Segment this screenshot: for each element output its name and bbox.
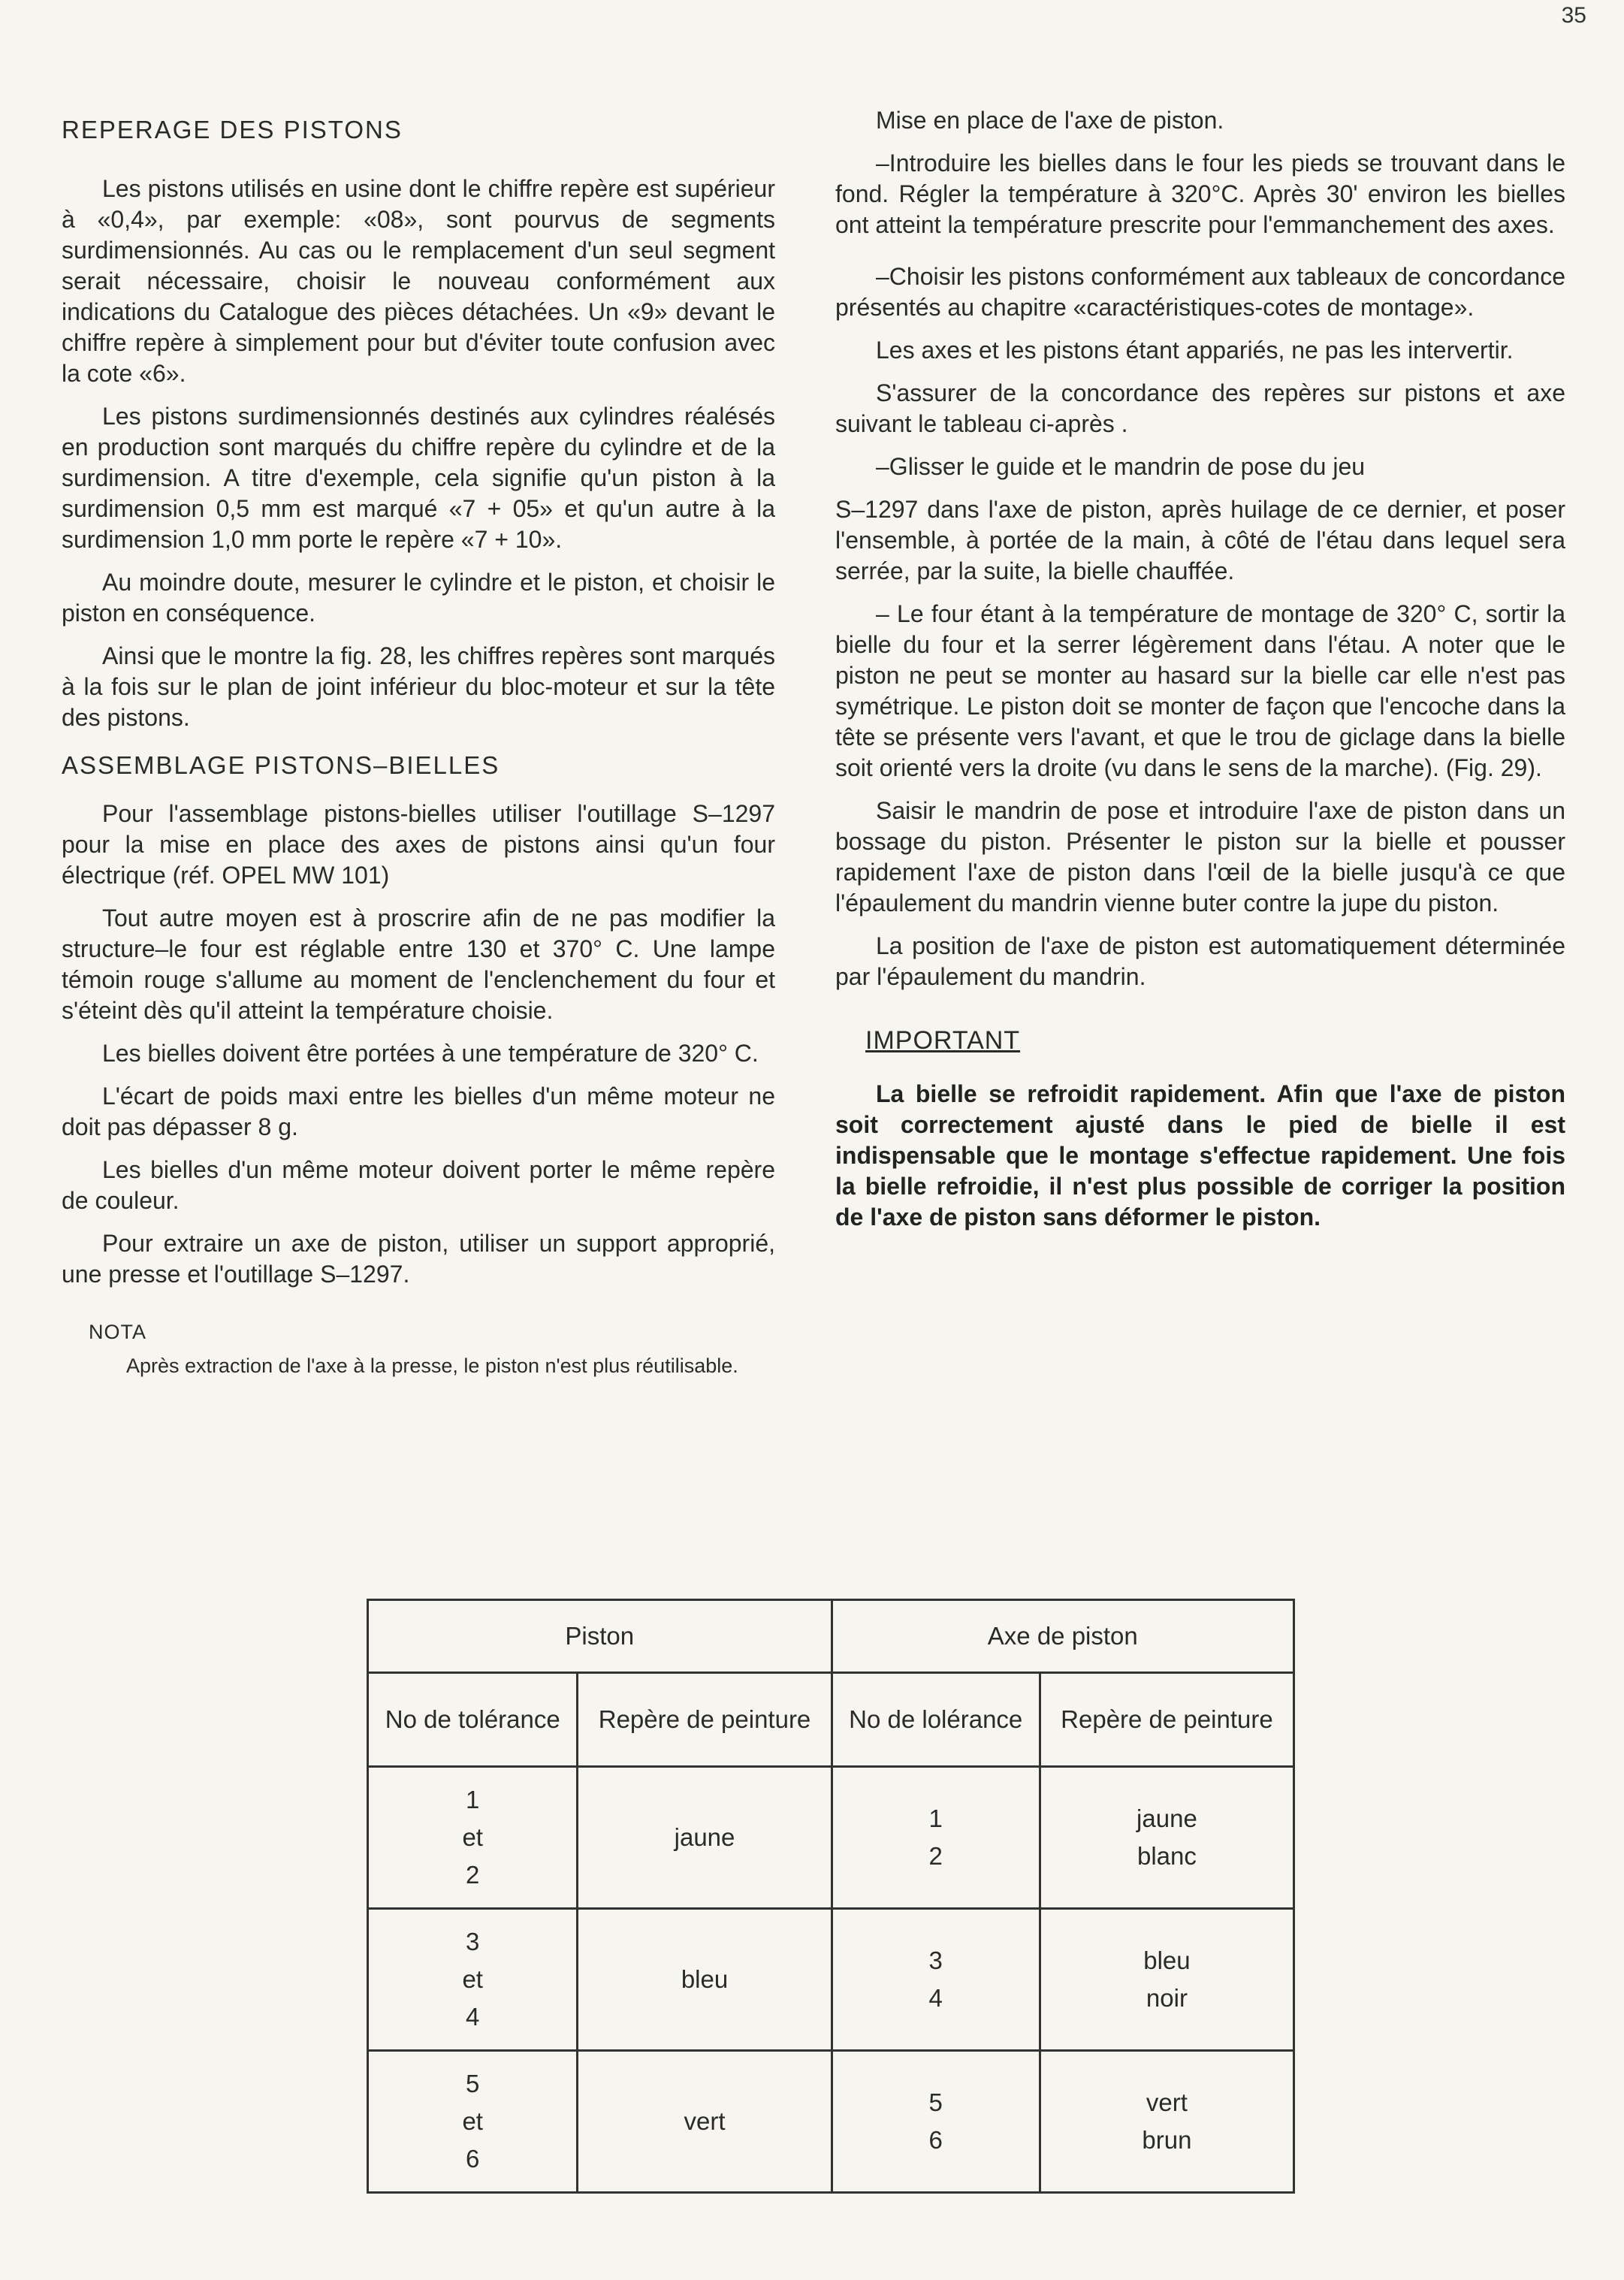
table-cell: 5 6 xyxy=(832,2051,1040,2193)
paragraph: Les axes et les pistons étant appariés, ne pas les intervertir. xyxy=(876,337,1514,364)
paragraph: Pour l'assemblage pistons-bielles utiliser l'outillage S–1297 pour la mise en place des axes de pistons ainsi qu'un four électrique (réf. OPEL MW 101) xyxy=(62,800,775,889)
paragraph: –Choisir les pistons conformément aux tableaux de concordance présentés au chapitre «caractéristiques-cotes de montage». xyxy=(835,263,1565,321)
paragraph: Les bielles doivent être portées à une température de 320° C. xyxy=(102,1040,759,1067)
table-cell: bleu xyxy=(578,1909,832,2051)
paragraph: –Introduire les bielles dans le four les pieds se trouvant dans le fond. Régler la température à 320°C. Après 30' environ les bielles ont atteint la température prescrite pour l'emmanchement des axes. xyxy=(835,149,1565,238)
paragraph: Mise en place de l'axe de piston. xyxy=(876,107,1224,134)
left-column xyxy=(62,114,775,1381)
table-cell: jaune blanc xyxy=(1040,1767,1293,1909)
table-cell: vert xyxy=(578,2051,832,2193)
table-header-cell: No de tolérance xyxy=(368,1673,578,1767)
table-cell: 3 4 xyxy=(832,1909,1040,2051)
table-row xyxy=(368,1767,1294,1909)
important-heading: IMPORTANT xyxy=(865,1026,1021,1055)
paragraph: Les bielles d'un même moteur doivent porter le même repère de couleur. xyxy=(62,1156,775,1214)
nota-label: NOTA xyxy=(89,1321,146,1343)
section-heading-assemblage: ASSEMBLAGE PISTONS–BIELLES xyxy=(62,751,500,779)
important-text: La bielle se refroidit rapidement. Afin que l'axe de piston soit correctement ajusté dans le pied de bielle il est indispensable que le montage s'effectue rapidement. Une fois la bielle refroidie, il n'est plus possible de corriger la position de l'axe de piston sans déformer le piston. xyxy=(835,1080,1565,1231)
table-cell: bleu noir xyxy=(1040,1909,1293,2051)
table-cell: 1 et 2 xyxy=(368,1767,578,1909)
table-group-axe: Axe de piston xyxy=(832,1600,1293,1673)
paragraph: –Glisser le guide et le mandrin de pose du jeu xyxy=(876,453,1366,480)
paragraph: Les pistons utilisés en usine dont le chiffre repère est supérieur à «0,4», par exemple: «08», sont pourvus de segments surdimensionnés. Au cas ou le remplacement d'un seul segment serait nécessaire, choisir le nouveau conformément aux indications du Catalogue des pièces détachées. Un «9» devant le chiffre repère à simplement pour but d'éviter toute confusion avec la cote «6». xyxy=(62,175,775,387)
right-column xyxy=(835,105,1565,1245)
nota-text: Après extraction de l'axe à la presse, le piston n'est plus réutilisable. xyxy=(126,1354,738,1377)
paragraph: Saisir le mandrin de pose et introduire l'axe de piston dans un bossage du piston. Présenter le piston sur la bielle et pousser rapidement l'axe de piston dans l'œil de la bielle jusqu'à ce que l'épaulement du mandrin vienne buter contre la jupe du piston. xyxy=(835,797,1565,917)
paragraph: Ainsi que le montre la fig. 28, les chiffres repères sont marqués à la fois sur le plan de joint inférieur du bloc-moteur et sur la tête des pistons. xyxy=(62,642,775,731)
paragraph: Pour extraire un axe de piston, utiliser un support approprié, une presse et l'outillage S–1297. xyxy=(62,1230,775,1288)
table-header-cell: No de lolérance xyxy=(832,1673,1040,1767)
paragraph: Les pistons surdimensionnés destinés aux cylindres réalésés en production sont marqués du chiffre repère du cylindre et de la surdimension. A titre d'exemple, cela signifie qu'un piston à la surdimension 0,5 mm est marqué «7 + 05» et qu'un autre à la surdimension 1,0 mm porte le repère «7 + 10». xyxy=(62,403,775,553)
page-number: 35 xyxy=(1561,3,1586,28)
paragraph: S–1297 dans l'axe de piston, après huilage de ce dernier, et poser l'ensemble, à portée de la main, à côté de l'étau dans lequel sera serrée, par la suite, la bielle chauffée. xyxy=(835,496,1565,584)
table-cell: jaune xyxy=(578,1767,832,1909)
table-group-header-row xyxy=(368,1600,1294,1673)
tolerance-table xyxy=(367,1599,1295,2194)
paragraph: L'écart de poids maxi entre les bielles d'un même moteur ne doit pas dépasser 8 g. xyxy=(62,1083,775,1140)
table-cell: 5 et 6 xyxy=(368,2051,578,2193)
section-heading-reperage: REPERAGE DES PISTONS xyxy=(62,116,403,143)
table-cell: 3 et 4 xyxy=(368,1909,578,2051)
table-row xyxy=(368,2051,1294,2193)
table-row xyxy=(368,1909,1294,2051)
table-column-header-row xyxy=(368,1673,1294,1767)
table-header-cell: Repère de peinture xyxy=(578,1673,832,1767)
paragraph: La position de l'axe de piston est automatiquement déterminée par l'épaulement du mandrin. xyxy=(835,932,1565,990)
table-header-cell: Repère de peinture xyxy=(1040,1673,1293,1767)
table-cell: 1 2 xyxy=(832,1767,1040,1909)
paragraph: S'assurer de la concordance des repères sur pistons et axe suivant le tableau ci-après . xyxy=(835,379,1565,437)
table-cell: vert brun xyxy=(1040,2051,1293,2193)
paragraph: Tout autre moyen est à proscrire afin de ne pas modifier la structure–le four est réglable entre 130 et 370° C. Une lampe témoin rouge s'allume au moment de l'enclenchement du four et s'éteint dès qu'il atteint la température choisie. xyxy=(62,904,775,1024)
table-group-piston: Piston xyxy=(368,1600,832,1673)
paragraph: Au moindre doute, mesurer le cylindre et le piston, et choisir le piston en conséquence. xyxy=(62,569,775,627)
paragraph: – Le four étant à la température de montage de 320° C, sortir la bielle du four et la serrer légèrement dans l'étau. A noter que le piston ne peut se monter au hasard sur la bielle car elle n'est pas symétrique. Le piston doit se monter de façon que l'encoche dans la tête se présente vers l'avant, et que le trou de giclage dans la bielle soit orienté vers la droite (vu dans le sens de la marche). (Fig. 29). xyxy=(835,600,1565,781)
